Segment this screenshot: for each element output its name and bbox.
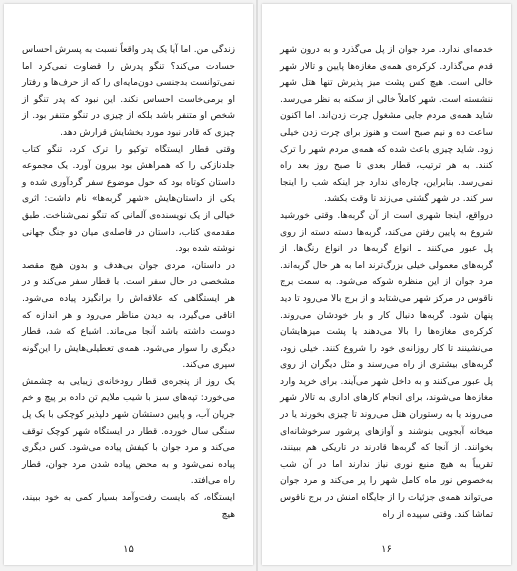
paragraph: درواقع، اینجا شهری است از آن گربه‌ها. وقتی خورشید شروع به پایین رفتن می‌کند، گربه‌ها دسته دسته از روی پل عبور می‌کنند ـ انواع گربه‌ها در انواع رنگ‌ها. از گربه‌های معمولی خیلی بزرگ‌ترند اما به هر حال گربه‌اند. مرد جوان از این منظره شوکه می‌شود. به سمت برج ناقوس در مرکز شهر می‌شتابد و از برج بالا می‌رود تا دید پنهان شود. گربه‌ها دنبال کار و بار خودشان می‌روند. کرکره‌ی مغازه‌ها را بالا می‌دهند یا پشت میزهایشان می‌نشینند تا کار روزانه‌ی خود را شروع کنند. خیلی زود، گربه‌های بیشتری از راه می‌رسند و مثل دیگران از روی پل عبور می‌کنند و به داخل شهر می‌آیند. برای خرید وارد مغازه‌ها می‌شوند، برای انجام کارهای اداری به تالار شهر می‌روند یا به رستوران هتل می‌روند تا چیزی بخورند یا در میخانه آبجویی بنوشند و آوازهای پرشور سرخوشانه‌ای بخوانند. از آنجا که گربه‌ها قادرند در تاریکی هم ببینند، تقریباً به هیچ منبع نوری نیاز ندارند اما در آن شب به‌خصوص نور ماه کامل شهر را پر می‌کند و مرد جوان می‌تواند همه‌ی جزئیات را از جایگاه امنش در برج ناقوس تماشا کند. وقتی سپیده از راه bbox=[280, 210, 493, 520]
right-page bbox=[262, 4, 511, 565]
paragraph: وقتی قطار ایستگاه توکیو را ترک کرد، تنگو کتاب جلدنازکی را که همراهش بود بیرون آورد. یک مجموعه داستان کوتاه بود که حول موضوع سفر گردآوری شده و یکی از داستان‌هایش «شهر گربه‌ها» نام داشت: اثری خیالی از یک نویسنده‌ی آلمانی که تنگو نمی‌شناخت. طبق مقدمه‌ی کتاب، داستان در فاصله‌ی میان دو جنگ جهانی نوشته شده بود. bbox=[22, 144, 235, 255]
left-page bbox=[4, 4, 253, 565]
paragraph: خدمه‌ای ندارد. مرد جوان از پل می‌گذرد و به درون شهر قدم می‌گذارد. کرکره‌ی همه‌ی مغازه‌ها پایین و تالار شهر خالی است. هیچ کس پشت میز پذیرش تنها هتل شهر ننشسته است. شهر کاملاً خالی از سکنه به نظر می‌رسد. شاید همه‌ی مردم جایی مشغول چرت زدن‌اند. اما اکنون ساعت ده و نیم صبح است و هنوز برای چرت زدن خیلی زود. شاید چیزی باعث شده که همه‌ی مردم شهر را ترک کنند. به هر ترتیب، قطار بعدی تا صبح روز بعد راه نمی‌رسد. بنابراین، چاره‌ای ندارد جز اینکه شب را اینجا سر کند. در شهر گشتی می‌زند تا وقت بکشد. bbox=[280, 45, 493, 205]
paragraph: یک روز از پنجره‌ی قطار رودخانه‌ی زیبایی به چشمش می‌خورد: تپه‌های سبز با شیب ملایم تن داده بر پیچ و خم جریان آب، و پایین دستشان شهر دلپذیر کوچکی با یک پل سنگی سال خورده. قطار در ایستگاه شهر کوچک توقف می‌کند و مرد جوان با کیفش پیاده می‌شود. کس دیگری پیاده نمی‌شود و به محض پیاده شدن مرد جوان، قطار راه می‌افتد. bbox=[22, 376, 235, 487]
page-number: ۱۵ bbox=[123, 544, 134, 555]
left-page-text bbox=[22, 42, 235, 523]
paragraph: زندگی من. اما آیا یک پدر واقعاً نسبت به پسرش احساس حسادت می‌کند؟ تنگو پدرش را قضاوت نمی‌کرد اما نمی‌توانست بدجنسی دون‌مایه‌ای را که از حرف‌ها و رفتار او برمی‌خاست احساس نکند. این نبود که پدر تنگو از شخص او متنفر باشد بلکه از چیزی در تنگو متنفر بود. از چیزی که قادر نبود مورد بخشایش قرارش دهد. bbox=[22, 45, 235, 138]
page-number: ۱۶ bbox=[381, 544, 392, 555]
paragraph: ایستگاه، که بایست رفت‌وآمد بسیار کمی به خود ببیند، هیچ bbox=[22, 493, 235, 520]
paragraph: در داستان، مردی جوان بی‌هدف و بدون هیچ مقصد مشخصی در حال سفر است. با قطار سفر می‌کند و در هر ایستگاهی که علاقه‌اش را برانگیزد پیاده می‌شود. اتاقی می‌گیرد، به دیدن مناظر می‌رود و هر اندازه که دوست داشته باشد آنجا می‌ماند. اشباع که شد، قطار دیگری را سوار می‌شود. همه‌ی تعطیلی‌هایش را این‌گونه سپری می‌کند. bbox=[22, 260, 235, 371]
book-gutter bbox=[256, 0, 258, 571]
right-page-text bbox=[280, 42, 493, 523]
